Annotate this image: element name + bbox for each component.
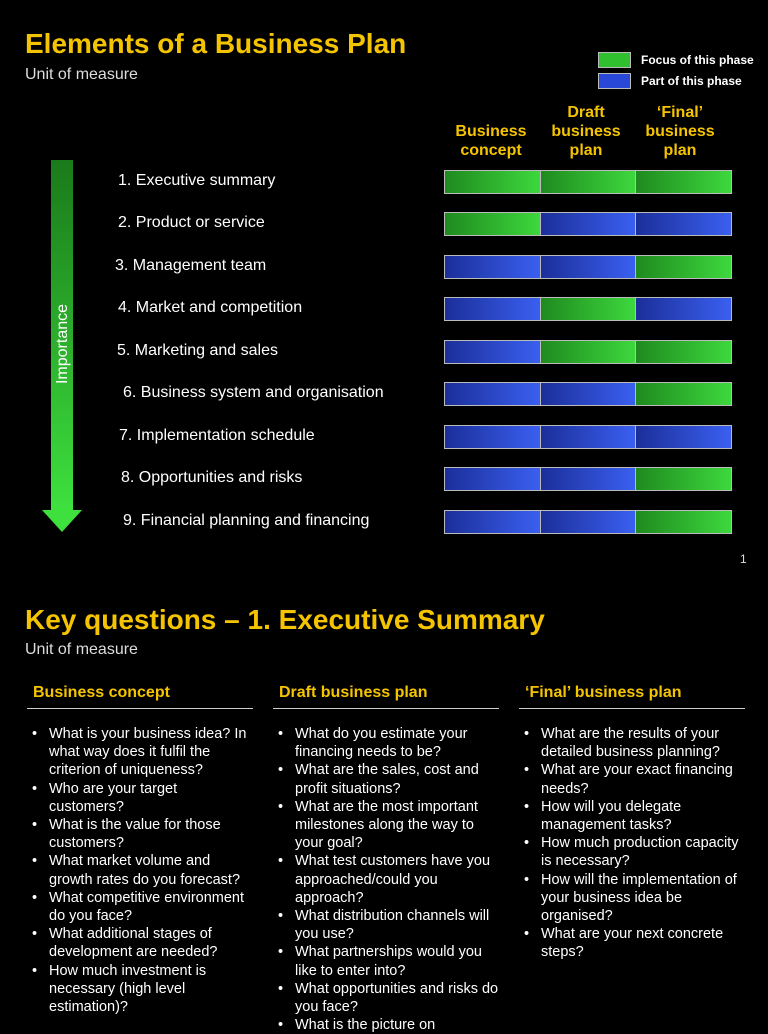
- phase-bar: [444, 467, 732, 491]
- element-row: [0, 297, 768, 321]
- legend-part-swatch: [598, 73, 631, 89]
- element-label: 2. Product or service: [118, 214, 265, 231]
- question-item: • What distribution channels will you use?: [295, 907, 499, 943]
- element-row: [0, 510, 768, 534]
- phase-segment-focus: [541, 298, 637, 320]
- slide1-title: Elements of a Business Plan: [25, 28, 407, 59]
- phase-bar: [444, 425, 732, 449]
- phase-segment-part: [541, 468, 637, 490]
- element-row: [0, 425, 768, 449]
- element-label: 8. Opportunities and risks: [121, 469, 303, 486]
- phase-segment-part: [541, 213, 637, 235]
- phase-header: Draft business plan: [551, 104, 621, 159]
- legend-part-label: Part of this phase: [641, 74, 742, 88]
- phase-segment-part: [445, 383, 541, 405]
- slide1-subtitle: Unit of measure: [25, 66, 138, 83]
- element-row: [0, 212, 768, 236]
- question-column: [27, 684, 253, 1016]
- legend-focus-swatch: [598, 52, 631, 68]
- element-label: 1. Executive summary: [118, 172, 276, 189]
- element-row: [0, 170, 768, 194]
- question-item: • What partnerships would you like to enter into?: [295, 943, 499, 979]
- question-item: • What are the most important milestones along the way to your goal?: [295, 798, 499, 853]
- phase-bar: [444, 212, 732, 236]
- column-heading: ‘Final’ business plan: [519, 684, 745, 709]
- legend: [598, 50, 754, 92]
- question-list: [519, 725, 745, 962]
- question-item: • What additional stages of development are needed?: [49, 925, 253, 961]
- phase-segment-part: [445, 468, 541, 490]
- question-column: [273, 684, 499, 1034]
- phase-header: Business concept: [455, 123, 527, 159]
- slide2-subtitle: Unit of measure: [25, 641, 138, 658]
- question-item: • How much investment is necessary (high level estimation)?: [49, 962, 253, 1017]
- phase-segment-part: [541, 383, 637, 405]
- column-heading: Draft business plan: [273, 684, 499, 709]
- phase-segment-focus: [636, 511, 731, 533]
- phase-segment-part: [445, 341, 541, 363]
- phase-segment-part: [541, 511, 637, 533]
- element-label: 6. Business system and organisation: [123, 384, 384, 401]
- phase-segment-focus: [636, 341, 731, 363]
- question-item: • What market volume and growth rates do you forecast?: [49, 852, 253, 888]
- phase-bar: [444, 255, 732, 279]
- legend-part: [598, 71, 754, 91]
- phase-segment-focus: [636, 383, 731, 405]
- phase-bar: [444, 510, 732, 534]
- phase-segment-part: [445, 256, 541, 278]
- importance-label: Importance: [54, 303, 71, 385]
- phase-header: ‘Final’ business plan: [645, 104, 715, 159]
- phase-segment-part: [636, 213, 731, 235]
- phase-segment-focus: [541, 341, 637, 363]
- legend-focus-label: Focus of this phase: [641, 53, 754, 67]
- element-label: 3. Management team: [115, 257, 267, 274]
- question-item: • What opportunities and risks do you face?: [295, 980, 499, 1016]
- element-label: 9. Financial planning and financing: [123, 512, 370, 529]
- phase-bar: [444, 340, 732, 364]
- phase-segment-focus: [636, 256, 731, 278]
- question-item: • What is the value for those customers?: [49, 816, 253, 852]
- element-label: 7. Implementation schedule: [119, 427, 315, 444]
- question-item: • What is your business idea? In what way does it fulfil the criterion of uniqueness?: [49, 725, 253, 780]
- element-label: 4. Market and competition: [118, 299, 303, 316]
- question-item: • What are your exact financing needs?: [541, 761, 745, 797]
- question-item: • What are your next concrete steps?: [541, 925, 745, 961]
- phase-segment-part: [445, 426, 541, 448]
- question-list: [27, 725, 253, 1016]
- question-column: [519, 684, 745, 962]
- phase-segment-part: [541, 256, 637, 278]
- column-heading: Business concept: [27, 684, 253, 709]
- phase-segment-focus: [636, 468, 731, 490]
- element-label: 5. Marketing and sales: [117, 342, 278, 359]
- phase-segment-focus: [445, 171, 541, 193]
- question-item: • Who are your target customers?: [49, 780, 253, 816]
- question-item: • What test customers have you approached/could you approach?: [295, 852, 499, 907]
- question-item: • What do you estimate your financing needs to be?: [295, 725, 499, 761]
- phase-segment-part: [541, 426, 637, 448]
- question-item: • What is the picture on: [295, 1016, 499, 1034]
- element-row: [0, 382, 768, 406]
- question-item: • How will you delegate management tasks?: [541, 798, 745, 834]
- phase-bar: [444, 382, 732, 406]
- question-item: • What competitive environment do you face?: [49, 889, 253, 925]
- phase-segment-part: [636, 298, 731, 320]
- phase-segment-part: [445, 511, 541, 533]
- phase-segment-focus: [445, 213, 541, 235]
- element-row: [0, 255, 768, 279]
- legend-focus: [598, 50, 754, 70]
- phase-bar: [444, 170, 732, 194]
- phase-bar: [444, 297, 732, 321]
- question-item: • How much production capacity is necessary?: [541, 834, 745, 870]
- question-item: • What are the results of your detailed business planning?: [541, 725, 745, 761]
- question-list: [273, 725, 499, 1034]
- phase-segment-focus: [636, 171, 731, 193]
- element-row: [0, 467, 768, 491]
- slide2-title: Key questions – 1. Executive Summary: [25, 604, 545, 635]
- phase-segment-part: [636, 426, 731, 448]
- phase-segment-focus: [541, 171, 637, 193]
- question-item: • What are the sales, cost and profit situations?: [295, 761, 499, 797]
- question-item: • How will the implementation of your business idea be organised?: [541, 871, 745, 926]
- page-number: 1: [740, 552, 747, 566]
- element-row: [0, 340, 768, 364]
- phase-segment-part: [445, 298, 541, 320]
